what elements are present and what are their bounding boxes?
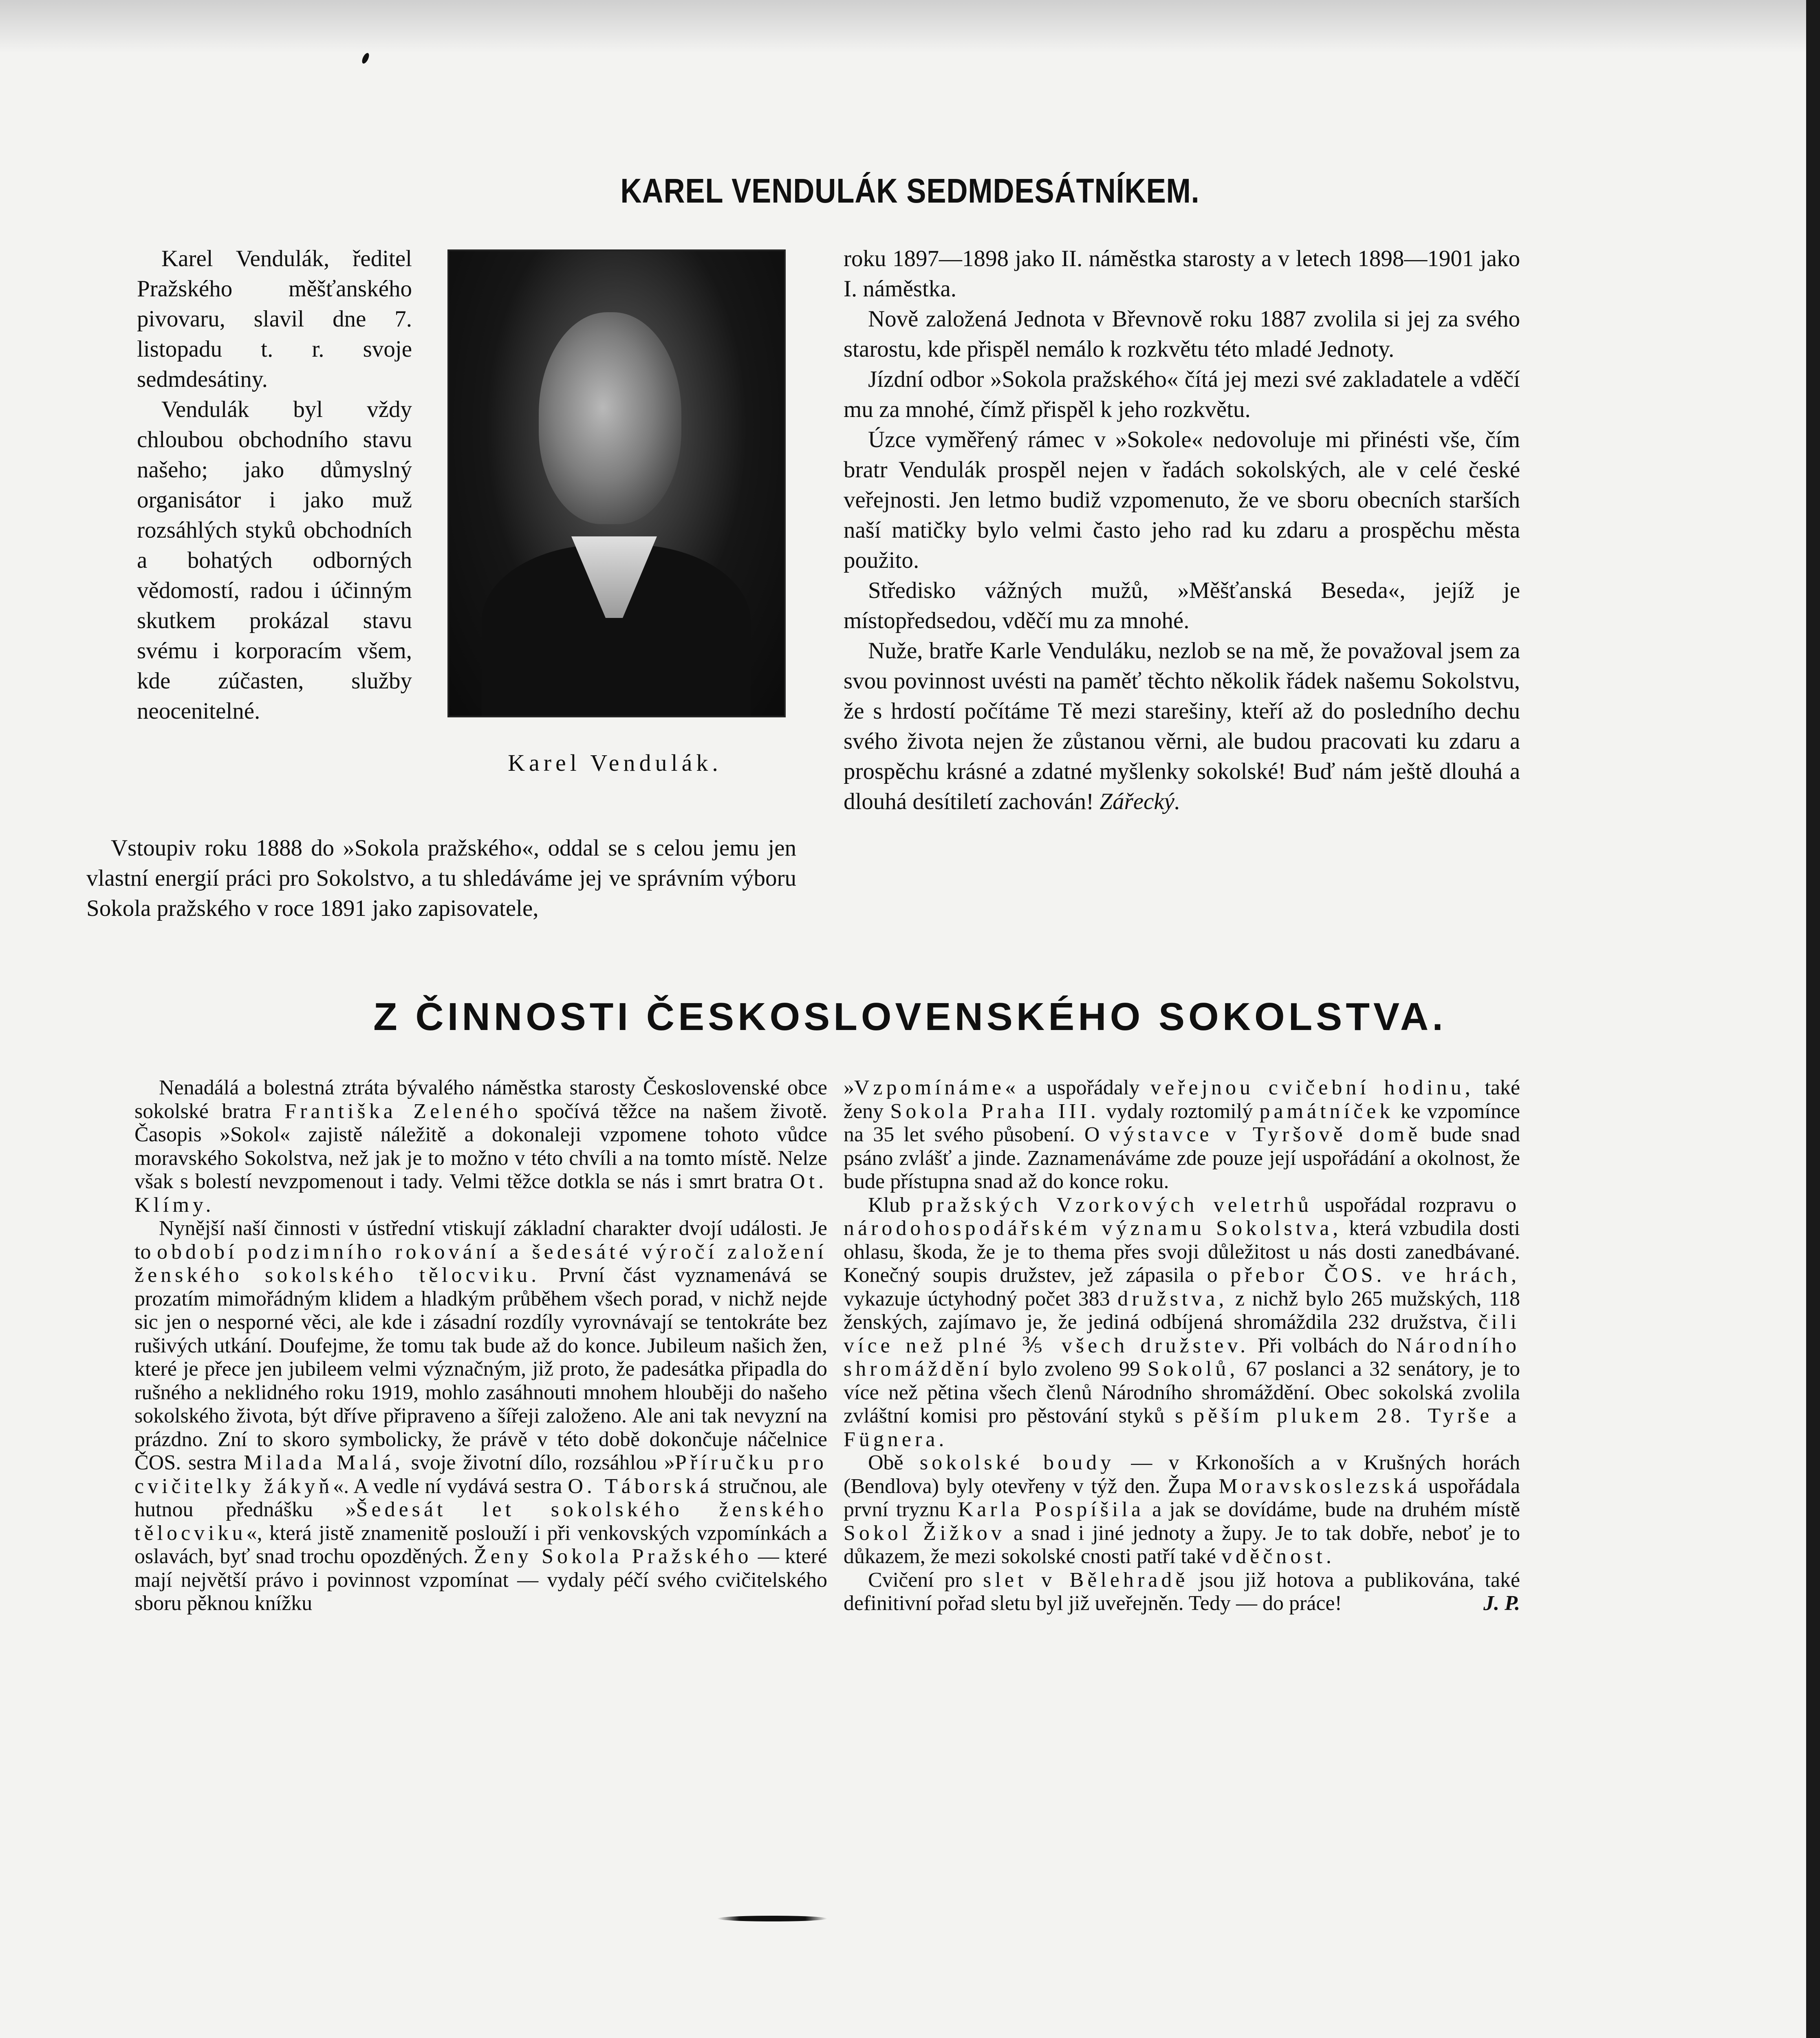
article1-paragraph: Úzce vyměřený rámec v »Sokole« nedovoluje mi přinésti vše, čím bratr Vendulák prospěl nejen v řadách sokolských, ale v celé české veřejnosti. Jen letmo budiž vzpomenuto, že ve sboru obecních starších naší matičky bylo velmi často jeho rad ku zdaru a prospěchu města použito. bbox=[844, 427, 1520, 573]
spaced-text: Moravskoslezská bbox=[1218, 1474, 1421, 1498]
article1-right-column bbox=[844, 244, 1520, 817]
article1-paragraph: Vendulák byl vždy chloubou obchodního stavu našeho; jako důmyslný organisátor i jako muž rozsáhlých styků obchodních a bohatých odborných vědomostí, radou i účinným skutkem prokázal stavu svému i korporacím všem, kde zúčasten, služby neocenitelné. bbox=[137, 397, 412, 724]
article1-signature: Zářecký. bbox=[1099, 789, 1181, 814]
spaced-text: čili více než plné ⅗ všech družstev. bbox=[844, 1310, 1520, 1357]
text-run: a snad i jiné jednoty a župy. Je to tak dobře, neboť je to důkazem, že mezi sokolské cnosti patří také bbox=[844, 1521, 1520, 1568]
spaced-name: Milada Malá, bbox=[244, 1451, 404, 1474]
spaced-text: Sokolů, bbox=[1148, 1357, 1239, 1381]
spaced-name: O. Táborská bbox=[568, 1474, 713, 1498]
spaced-text: veřejnou cvičební hodinu, bbox=[1150, 1076, 1474, 1099]
text-run: uspořádal rozpravu bbox=[1312, 1193, 1506, 1217]
text-run: Nynější naší činnosti v ústřední vtiskují základní charakter dvojí události. Je to bbox=[134, 1217, 827, 1264]
text-run: vydaly roztomilý bbox=[1099, 1099, 1260, 1123]
ink-mark bbox=[361, 53, 370, 64]
text-run: — které mají největší právo i povinnost vzpomínat — vydaly péčí svého cvičitelského sboru pěknou knížku bbox=[134, 1545, 827, 1615]
text-run: Při volbách do bbox=[1249, 1334, 1397, 1357]
article2-paragraph bbox=[134, 1217, 827, 1615]
article1-paragraph: Jízdní odbor »Sokola pražského« čítá jej mezi své zakladatele a vděčí mu za mnohé, čímž přispěl k jeho rozkvětu. bbox=[844, 366, 1520, 422]
text-run: » bbox=[844, 1076, 854, 1099]
text-run: Nenadálá a bolestná ztráta bývalého náměstka starosty Československé obce sokolské bratra bbox=[134, 1076, 827, 1123]
article1-final-text: Nuže, bratře Karle Venduláku, nezlob se na mě, že považoval jsem za svou povinnost uvésti na paměť těchto několik řádek našemu Sokolstvu, že s hrdostí počítáme Tě mezi starešiny, kteří až do posledního dechu svého života nejen že zůstanou věrni, ale budou pracovati ku zdaru a prospěchu krásné a zdatné myšlenky sokolské! Buď nám ještě dlouhá a dlouhá desítiletí zachován! bbox=[844, 638, 1520, 814]
article1-paragraph: roku 1897—1898 jako II. náměstka starosty a v letech 1898—1901 jako I. náměstka. bbox=[844, 246, 1520, 302]
article2-paragraph bbox=[844, 1451, 1520, 1568]
scan-top-shadow bbox=[0, 0, 1820, 53]
spaced-text: Ženy Sokola Pražského bbox=[474, 1545, 752, 1568]
article2-paragraph bbox=[844, 1568, 1520, 1615]
text-run: vykazuje úctyhodný počet 383 bbox=[844, 1287, 1118, 1310]
spaced-text: pěším plukem 28. Tyrše a Fügnera. bbox=[844, 1404, 1520, 1451]
text-run: svoje životní dílo, rozsáhlou » bbox=[403, 1451, 675, 1474]
spaced-text: Národního shromáždění bbox=[844, 1334, 1520, 1381]
text-run: — v Krkonoších a v Krušných horách (Bendlova) byly otevřeny v týž den. Župa bbox=[844, 1451, 1520, 1498]
spaced-text: výstavce v Tyršově domě bbox=[1109, 1123, 1421, 1146]
spaced-text: sokolské boudy bbox=[919, 1451, 1115, 1474]
text-run: « a uspořádaly bbox=[1005, 1076, 1151, 1099]
spaced-name: Františka Zeleného bbox=[284, 1099, 522, 1123]
text-run: Cvičení pro bbox=[868, 1568, 983, 1592]
spaced-name: Karla Pospíšila bbox=[958, 1498, 1145, 1521]
spaced-text: Vzpomínáme bbox=[854, 1076, 1005, 1099]
spaced-name: Ot. Klímy. bbox=[134, 1170, 827, 1217]
article1-paragraph: Karel Vendulák, ředitel Pražského měšťanského pivovaru, slavil dne 7. listopadu t. r. svoje sedmdesátiny. bbox=[137, 246, 412, 392]
text-run: Obě bbox=[868, 1451, 920, 1474]
spaced-text: období podzimního rokování a šedesáté výročí založení ženského sokolského tělocviku. bbox=[134, 1240, 828, 1287]
text-run: stručnou, ale hutnou přednášku » bbox=[134, 1474, 828, 1521]
article2-paragraph bbox=[844, 1076, 1520, 1193]
article1-paragraph bbox=[844, 636, 1520, 817]
spaced-text: Příručku pro cvičitelky žákyň bbox=[134, 1451, 827, 1498]
article1-narrow-column bbox=[137, 244, 412, 726]
photo-caption: Karel Vendulák. bbox=[508, 750, 722, 776]
text-run: bude snad psáno zvlášť a jinde. Zaznamenáváme zde pouze její uspořádání a okolnost, že bude přístupna snad až do konce roku. bbox=[844, 1123, 1520, 1193]
spaced-text: pražských Vzorkových veletrhů bbox=[922, 1193, 1313, 1217]
article2-right-column bbox=[844, 1076, 1520, 1615]
text-run: jsou již hotova a publikována, také definitivní pořad sletu byl již uveřejněn. Tedy — do práce! bbox=[844, 1568, 1520, 1615]
spaced-text: o národohospodářském významu Sokolstva, bbox=[844, 1193, 1520, 1240]
spaced-name: Sokol Žižkov bbox=[844, 1521, 1005, 1545]
text-run: 67 poslanci a 32 senátory, je to více než pětina všech členů Národního shromáždění. Obec sokolská zvolila zvláštní komisi pro pěstování styků s bbox=[844, 1357, 1520, 1427]
spaced-text: slet v Bělehradě bbox=[983, 1568, 1189, 1592]
article1-title: KAREL VENDULÁK SEDMDESÁTNÍKEM. bbox=[620, 172, 1200, 210]
portrait-face bbox=[539, 312, 681, 524]
article2-paragraph bbox=[844, 1193, 1520, 1451]
text-run: a jak se dovídáme, bude na druhém místě bbox=[1144, 1498, 1520, 1521]
portrait-photo bbox=[447, 249, 786, 717]
article1-paragraph: Nově založená Jednota v Břevnově roku 1887 zvolila si jej za svého starostu, kde přispěl nemálo k rozkvětu této mladé Jednoty. bbox=[844, 306, 1520, 362]
text-run: První část vyznamenává se prozatím mimořádným klidem a hladkým průběhem všech porad, v nichž nejde sic jen o nesporné věci, ale kde i zásadní rozdíly vyrovnávají se tentokráte bez rušivých utkání. Doufejme, že tomu tak bude až do konce. Jubileum našich žen, které je přece jen jubileem velmi význačným, již proto, že padesátka připadla do rušného a neklidného roku 1919, mohlo zasáhnouti mnohem hlouběji do našeho sokolského života, být dříve připraveno a šířeji založeno. Ale ani tak nevyzní na prázdno. Zní to skoro symbolicky, že právě v této době dokončuje náčelnice ČOS. sestra bbox=[134, 1264, 827, 1474]
article2-title: Z ČINNOSTI ČESKOSLOVENSKÉHO SOKOLSTVA. bbox=[373, 995, 1447, 1039]
text-run: spočívá těžce na našem životě. Časopis »Sokol« zajistě náležitě a dokonaleji vzpomene tohoto vůdce moravského Sokolstva, než jak je to možno v této chvíli a na tomto místě. Nelze však s bolestí nevzpomenout i tady. Velmi těžce dotkla se nás i smrt bratra bbox=[134, 1099, 827, 1193]
section-divider bbox=[717, 1916, 827, 1921]
article1-paragraph: Vstoupiv roku 1888 do »Sokola pražského«, oddal se s celou jemu jen vlastní energií práci pro Sokolstvo, a tu shledáváme jej ve správním výboru Sokola pražského v roce 1891 jako zapisovatele, bbox=[86, 835, 796, 921]
spaced-text: Šedesát let sokolského ženského tělocviku bbox=[134, 1498, 827, 1545]
article2-left-column bbox=[134, 1076, 827, 1615]
text-run: z nichž bylo 265 mužských, 118 ženských, zajímavo je, že jediná odbíjená shromáždila 232 družstva, bbox=[844, 1287, 1520, 1334]
text-run: «. A vedle ní vydává sestra bbox=[333, 1474, 568, 1498]
article1-wide-column bbox=[86, 833, 796, 924]
text-run: «, která jistě znamenitě poslouží i při venkovských vzpomínkách a oslavách, byť snad trochu opozděných. bbox=[134, 1521, 827, 1568]
text-run: která vzbudila dosti ohlasu, škoda, že je to thema přes svoji důležitost u nás dosti zanedbávané. Konečný soupis družstev, jež zápasila o bbox=[844, 1217, 1520, 1287]
text-run: ke vzpomínce na 35 let svého působení. O bbox=[844, 1099, 1520, 1146]
text-run: Klub bbox=[868, 1193, 923, 1217]
spaced-text: přebor ČOS. ve hrách, bbox=[1230, 1264, 1520, 1287]
spaced-text: vděčnost. bbox=[1221, 1545, 1335, 1568]
text-run: bylo zvoleno 99 bbox=[992, 1357, 1148, 1381]
article2-paragraph bbox=[134, 1076, 827, 1217]
text-run: také ženy bbox=[844, 1076, 1520, 1123]
article2-signature: J. P. bbox=[1483, 1592, 1520, 1615]
article1-paragraph: Středisko vážných mužů, »Měšťanská Beseda«, jejíž je místopředsedou, vděčí mu za mnohé. bbox=[844, 578, 1520, 633]
spaced-text: družstva, bbox=[1117, 1287, 1228, 1310]
spaced-text: památníček bbox=[1259, 1099, 1394, 1123]
spaced-text: Sokola Praha III. bbox=[890, 1099, 1099, 1123]
text-run: uspořádala první tryznu bbox=[844, 1474, 1520, 1521]
